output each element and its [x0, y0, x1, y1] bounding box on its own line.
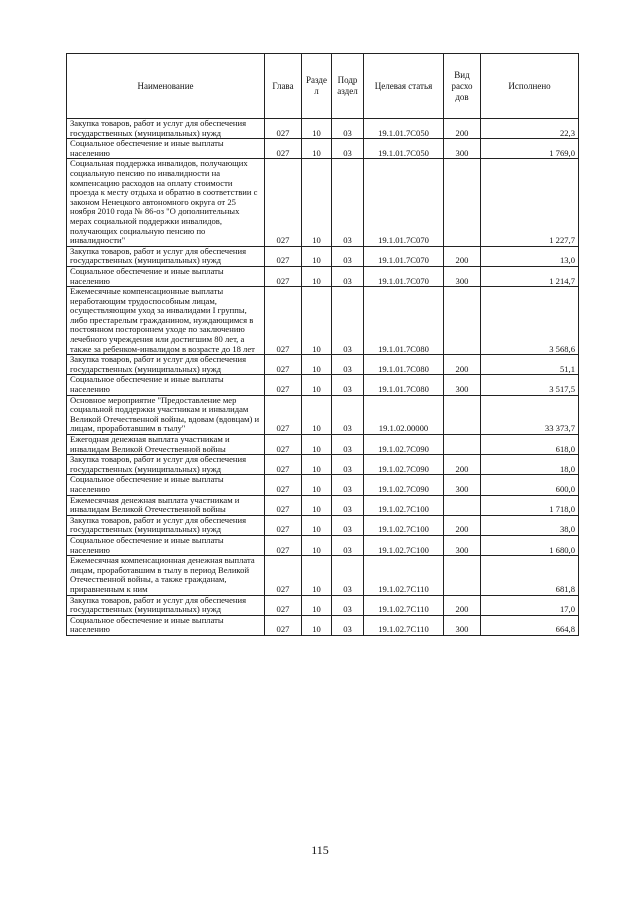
table-row	[67, 615, 579, 635]
row-razdel-cell: 10	[302, 266, 332, 286]
row-sum-cell: 18,0	[481, 455, 579, 475]
row-razdel-cell: 10	[302, 435, 332, 455]
row-statya-cell: 19.1.02.7С110	[364, 556, 444, 595]
row-sum-cell: 1 680,0	[481, 535, 579, 555]
row-glava-cell: 027	[265, 556, 302, 595]
page-number: 115	[311, 843, 329, 857]
row-glava-cell: 027	[265, 375, 302, 395]
row-razdel-cell: 10	[302, 375, 332, 395]
row-podrazdel-cell: 03	[332, 615, 364, 635]
table-row	[67, 119, 579, 139]
row-vid-cell	[444, 287, 481, 355]
row-glava-cell: 027	[265, 119, 302, 139]
table-row	[67, 246, 579, 266]
row-vid-cell: 200	[444, 515, 481, 535]
row-name-cell: Ежемесячные компенсационные выплаты неработающим трудоспособным лицам, осуществляющим уход за инвалидами I группы, либо престарелым гражданином, нуждающимся в постоянном постороннем уходе по заключению лечебного учреждения или достигшим 80 лет, а также за ребенком-инвалидом в возрасте до 18 лет	[67, 287, 265, 355]
table-row	[67, 435, 579, 455]
row-podrazdel-cell: 03	[332, 455, 364, 475]
header-statya: Целевая статья	[364, 54, 444, 119]
row-vid-cell: 200	[444, 246, 481, 266]
row-podrazdel-cell: 03	[332, 287, 364, 355]
header-razdel: Разде л	[302, 54, 332, 119]
table-header	[67, 54, 579, 119]
row-glava-cell: 027	[265, 495, 302, 515]
row-sum-cell: 22,3	[481, 119, 579, 139]
table-row	[67, 455, 579, 475]
row-name-cell: Социальная поддержка инвалидов, получающих социальную пенсию по инвалидности на компенсацию расходов на оплату стоимости проезда к месту отдыха и обратно в соответствии с законом Ненецкого автономного округа от 25 ноября 2010 года № 86-оз "О дополнительных мерах социальной поддержки инвалидов, получающих социальную пенсию по инвалидности"	[67, 159, 265, 246]
row-glava-cell: 027	[265, 455, 302, 475]
row-glava-cell: 027	[265, 615, 302, 635]
table-row	[67, 266, 579, 286]
row-podrazdel-cell: 03	[332, 395, 364, 434]
row-statya-cell: 19.1.02.7С100	[364, 495, 444, 515]
row-glava-cell: 027	[265, 515, 302, 535]
row-statya-cell: 19.1.01.7С050	[364, 119, 444, 139]
row-name-cell: Закупка товаров, работ и услуг для обеспечения государственных (муниципальных) нужд	[67, 355, 265, 375]
row-vid-cell: 300	[444, 139, 481, 159]
row-sum-cell: 1 769,0	[481, 139, 579, 159]
row-vid-cell: 300	[444, 375, 481, 395]
row-sum-cell: 3 517,5	[481, 375, 579, 395]
row-glava-cell: 027	[265, 159, 302, 246]
row-name-cell: Основное мероприятие "Предоставление мер социальной поддержки участникам и инвалидам Великой Отечественной войны, вдовам (вдовцам) и лицам, проработавшим в тылу"	[67, 395, 265, 434]
row-sum-cell: 681,8	[481, 556, 579, 595]
row-sum-cell: 38,0	[481, 515, 579, 535]
row-razdel-cell: 10	[302, 355, 332, 375]
row-name-cell: Закупка товаров, работ и услуг для обеспечения государственных (муниципальных) нужд	[67, 455, 265, 475]
row-name-cell: Ежегодная денежная выплата участникам и инвалидам Великой Отечественной войны	[67, 435, 265, 455]
table-row	[67, 495, 579, 515]
row-glava-cell: 027	[265, 246, 302, 266]
row-statya-cell: 19.1.02.7С110	[364, 615, 444, 635]
row-sum-cell: 664,8	[481, 615, 579, 635]
row-razdel-cell: 10	[302, 615, 332, 635]
header-podrazdel: Подр аздел	[332, 54, 364, 119]
row-podrazdel-cell: 03	[332, 495, 364, 515]
table-row	[67, 287, 579, 355]
table-row	[67, 375, 579, 395]
row-name-cell: Социальное обеспечение и иные выплаты населению	[67, 475, 265, 495]
row-sum-cell: 17,0	[481, 595, 579, 615]
row-podrazdel-cell: 03	[332, 119, 364, 139]
row-glava-cell: 027	[265, 355, 302, 375]
row-vid-cell: 200	[444, 595, 481, 615]
row-vid-cell: 300	[444, 475, 481, 495]
row-razdel-cell: 10	[302, 556, 332, 595]
row-glava-cell: 027	[265, 435, 302, 455]
row-vid-cell: 300	[444, 535, 481, 555]
row-podrazdel-cell: 03	[332, 595, 364, 615]
table-row	[67, 395, 579, 434]
row-sum-cell: 13,0	[481, 246, 579, 266]
row-razdel-cell: 10	[302, 119, 332, 139]
row-vid-cell	[444, 159, 481, 246]
row-vid-cell: 300	[444, 266, 481, 286]
row-sum-cell: 3 568,6	[481, 287, 579, 355]
row-glava-cell: 027	[265, 266, 302, 286]
row-podrazdel-cell: 03	[332, 375, 364, 395]
row-name-cell: Социальное обеспечение и иные выплаты населению	[67, 139, 265, 159]
row-glava-cell: 027	[265, 535, 302, 555]
row-statya-cell: 19.1.02.7С100	[364, 515, 444, 535]
table-row	[67, 139, 579, 159]
row-name-cell: Закупка товаров, работ и услуг для обеспечения государственных (муниципальных) нужд	[67, 119, 265, 139]
row-vid-cell	[444, 395, 481, 434]
row-sum-cell: 1 718,0	[481, 495, 579, 515]
row-razdel-cell: 10	[302, 595, 332, 615]
table-row	[67, 556, 579, 595]
row-razdel-cell: 10	[302, 246, 332, 266]
row-statya-cell: 19.1.01.7С070	[364, 266, 444, 286]
table-row	[67, 595, 579, 615]
row-vid-cell	[444, 435, 481, 455]
row-statya-cell: 19.1.02.7С100	[364, 535, 444, 555]
budget-table	[66, 53, 579, 636]
row-razdel-cell: 10	[302, 159, 332, 246]
table-body	[67, 119, 579, 636]
row-name-cell: Социальное обеспечение и иные выплаты населению	[67, 535, 265, 555]
row-podrazdel-cell: 03	[332, 266, 364, 286]
row-podrazdel-cell: 03	[332, 475, 364, 495]
row-name-cell: Закупка товаров, работ и услуг для обеспечения государственных (муниципальных) нужд	[67, 595, 265, 615]
row-razdel-cell: 10	[302, 287, 332, 355]
row-vid-cell: 200	[444, 119, 481, 139]
row-statya-cell: 19.1.01.7С050	[364, 139, 444, 159]
row-podrazdel-cell: 03	[332, 139, 364, 159]
row-glava-cell: 027	[265, 139, 302, 159]
header-glava: Глава	[265, 54, 302, 119]
row-glava-cell: 027	[265, 595, 302, 615]
row-razdel-cell: 10	[302, 455, 332, 475]
row-sum-cell: 600,0	[481, 475, 579, 495]
row-vid-cell: 200	[444, 455, 481, 475]
row-glava-cell: 027	[265, 287, 302, 355]
row-podrazdel-cell: 03	[332, 556, 364, 595]
row-glava-cell: 027	[265, 395, 302, 434]
row-razdel-cell: 10	[302, 395, 332, 434]
table-row	[67, 515, 579, 535]
row-vid-cell	[444, 495, 481, 515]
row-statya-cell: 19.1.01.7С080	[364, 375, 444, 395]
row-statya-cell: 19.1.02.7С110	[364, 595, 444, 615]
row-podrazdel-cell: 03	[332, 515, 364, 535]
row-statya-cell: 19.1.01.7С080	[364, 355, 444, 375]
row-name-cell: Социальное обеспечение и иные выплаты населению	[67, 266, 265, 286]
row-podrazdel-cell: 03	[332, 435, 364, 455]
row-vid-cell	[444, 556, 481, 595]
header-vid: Вид расхо дов	[444, 54, 481, 119]
row-statya-cell: 19.1.02.7С090	[364, 435, 444, 455]
row-razdel-cell: 10	[302, 495, 332, 515]
row-name-cell: Ежемесячная компенсационная денежная выплата лицам, проработавшим в тылу в период Великой Отечественной войны, а также гражданам, приравненным к ним	[67, 556, 265, 595]
row-statya-cell: 19.1.01.7С070	[364, 246, 444, 266]
row-sum-cell: 618,0	[481, 435, 579, 455]
row-sum-cell: 33 373,7	[481, 395, 579, 434]
row-podrazdel-cell: 03	[332, 355, 364, 375]
row-glava-cell: 027	[265, 475, 302, 495]
row-razdel-cell: 10	[302, 515, 332, 535]
header-ispolneno: Исполнено	[481, 54, 579, 119]
row-podrazdel-cell: 03	[332, 159, 364, 246]
row-name-cell: Закупка товаров, работ и услуг для обеспечения государственных (муниципальных) нужд	[67, 515, 265, 535]
row-podrazdel-cell: 03	[332, 535, 364, 555]
row-name-cell: Социальное обеспечение и иные выплаты населению	[67, 615, 265, 635]
row-razdel-cell: 10	[302, 139, 332, 159]
row-statya-cell: 19.1.02.7С090	[364, 455, 444, 475]
row-sum-cell: 51,1	[481, 355, 579, 375]
table-row	[67, 159, 579, 246]
row-statya-cell: 19.1.01.7С070	[364, 159, 444, 246]
row-name-cell: Социальное обеспечение и иные выплаты населению	[67, 375, 265, 395]
row-vid-cell: 300	[444, 615, 481, 635]
row-sum-cell: 1 214,7	[481, 266, 579, 286]
row-razdel-cell: 10	[302, 535, 332, 555]
row-sum-cell: 1 227,7	[481, 159, 579, 246]
row-vid-cell: 200	[444, 355, 481, 375]
table-row	[67, 475, 579, 495]
row-podrazdel-cell: 03	[332, 246, 364, 266]
row-statya-cell: 19.1.02.00000	[364, 395, 444, 434]
row-razdel-cell: 10	[302, 475, 332, 495]
row-name-cell: Закупка товаров, работ и услуг для обеспечения государственных (муниципальных) нужд	[67, 246, 265, 266]
header-name: Наименование	[67, 54, 265, 119]
table-row	[67, 535, 579, 555]
table-row	[67, 355, 579, 375]
row-name-cell: Ежемесячная денежная выплата участникам и инвалидам Великой Отечественной войны	[67, 495, 265, 515]
row-statya-cell: 19.1.01.7С080	[364, 287, 444, 355]
row-statya-cell: 19.1.02.7С090	[364, 475, 444, 495]
